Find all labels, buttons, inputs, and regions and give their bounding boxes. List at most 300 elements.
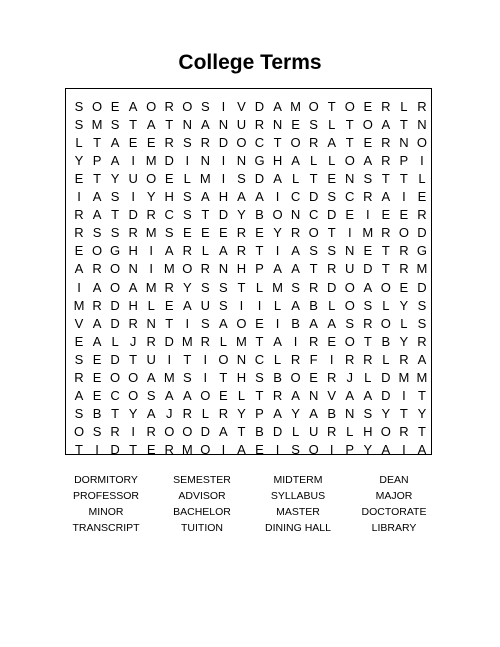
grid-letter[interactable]: S	[74, 116, 84, 132]
grid-letter[interactable]: L	[364, 370, 372, 385]
grid-letter[interactable]: G	[416, 243, 427, 259]
grid-letter[interactable]: E	[182, 225, 192, 241]
grid-letter[interactable]: E	[363, 98, 373, 114]
grid-letter[interactable]: T	[273, 134, 282, 150]
grid-letter[interactable]: I	[420, 152, 424, 168]
grid-letter[interactable]: I	[131, 152, 135, 168]
grid-letter[interactable]: E	[74, 333, 84, 349]
grid-letter[interactable]: N	[417, 116, 427, 132]
grid-letter[interactable]: A	[273, 333, 282, 349]
grid-letter[interactable]: C	[110, 388, 120, 404]
grid-letter[interactable]: L	[201, 243, 209, 259]
grid-letter[interactable]: P	[399, 152, 409, 168]
grid-letter[interactable]: N	[128, 261, 138, 277]
grid-letter[interactable]: S	[327, 243, 337, 259]
grid-letter[interactable]: A	[363, 388, 373, 404]
grid-letter[interactable]: L	[328, 297, 336, 313]
grid-letter[interactable]: A	[381, 189, 391, 204]
grid-letter[interactable]: A	[273, 170, 282, 186]
grid-letter[interactable]: M	[181, 333, 193, 349]
grid-letter[interactable]: O	[128, 388, 139, 404]
grid-letter[interactable]: L	[400, 98, 408, 114]
grid-letter[interactable]: F	[309, 351, 318, 367]
grid-letter[interactable]: N	[200, 152, 211, 168]
grid-letter[interactable]: I	[203, 351, 208, 367]
grid-letter[interactable]: R	[399, 424, 409, 440]
grid-letter[interactable]: A	[182, 297, 192, 313]
grid-letter[interactable]: D	[417, 225, 427, 241]
grid-letter[interactable]: R	[308, 333, 319, 349]
grid-letter[interactable]: O	[362, 116, 373, 132]
grid-letter[interactable]: O	[398, 225, 409, 241]
grid-letter[interactable]: R	[236, 243, 247, 259]
grid-letter[interactable]: R	[381, 225, 391, 241]
grid-letter[interactable]: L	[201, 406, 209, 422]
grid-letter[interactable]: S	[363, 297, 373, 313]
grid-letter[interactable]: C	[290, 189, 301, 204]
grid-letter[interactable]: I	[131, 189, 135, 204]
grid-letter[interactable]: R	[326, 370, 337, 385]
grid-letter[interactable]: T	[417, 424, 426, 440]
grid-letter[interactable]: S	[110, 225, 120, 241]
grid-letter[interactable]: A	[417, 442, 427, 458]
grid-letter[interactable]: T	[165, 116, 174, 132]
grid-letter[interactable]: O	[236, 134, 247, 150]
grid-letter[interactable]: O	[110, 279, 121, 295]
grid-letter[interactable]: A	[92, 189, 102, 204]
grid-letter[interactable]: S	[219, 297, 228, 313]
grid-letter[interactable]: S	[74, 351, 84, 367]
grid-letter[interactable]: R	[381, 98, 391, 114]
grid-letter[interactable]: T	[327, 98, 336, 114]
grid-letter[interactable]: E	[255, 225, 264, 241]
grid-letter[interactable]: A	[146, 406, 156, 422]
grid-letter[interactable]: S	[182, 134, 192, 150]
grid-letter[interactable]: T	[381, 261, 390, 277]
grid-letter[interactable]: D	[164, 333, 174, 349]
grid-letter[interactable]: O	[344, 279, 355, 295]
grid-letter[interactable]: M	[145, 225, 157, 241]
grid-letter[interactable]: O	[308, 225, 319, 241]
grid-letter[interactable]: T	[165, 315, 174, 331]
grid-letter[interactable]: S	[164, 225, 174, 241]
grid-letter[interactable]: E	[363, 243, 373, 259]
grid-letter[interactable]: D	[381, 370, 391, 385]
grid-letter[interactable]: M	[362, 225, 374, 241]
grid-letter[interactable]: R	[146, 424, 156, 440]
grid-letter[interactable]: I	[275, 189, 280, 204]
grid-letter[interactable]: B	[381, 333, 391, 349]
grid-letter[interactable]: H	[236, 370, 247, 385]
grid-letter[interactable]: A	[164, 388, 174, 404]
grid-letter[interactable]: O	[73, 424, 85, 440]
grid-letter[interactable]: R	[218, 406, 229, 422]
grid-letter[interactable]: O	[344, 152, 355, 168]
grid-letter[interactable]: L	[273, 297, 282, 313]
grid-letter[interactable]: R	[363, 189, 373, 204]
grid-letter[interactable]: N	[399, 134, 409, 150]
grid-letter[interactable]: I	[185, 315, 190, 331]
grid-letter[interactable]: T	[93, 170, 102, 186]
grid-letter[interactable]: U	[308, 424, 319, 440]
grid-letter[interactable]: T	[309, 170, 318, 186]
grid-letter[interactable]: S	[417, 297, 427, 313]
grid-letter[interactable]: D	[308, 189, 319, 204]
grid-letter[interactable]: I	[167, 351, 172, 367]
grid-letter[interactable]: L	[111, 333, 119, 349]
grid-letter[interactable]: A	[146, 116, 156, 132]
grid-letter[interactable]: O	[164, 424, 175, 440]
grid-letter[interactable]: S	[363, 406, 373, 422]
grid-letter[interactable]: A	[291, 243, 300, 259]
grid-letter[interactable]: L	[328, 152, 336, 168]
grid-letter[interactable]: M	[416, 370, 428, 385]
grid-letter[interactable]: H	[236, 261, 247, 277]
grid-letter[interactable]: D	[110, 297, 120, 313]
grid-letter[interactable]: B	[273, 370, 282, 385]
grid-letter[interactable]: A	[363, 279, 373, 295]
grid-letter[interactable]: A	[201, 189, 210, 204]
grid-letter[interactable]: S	[327, 189, 337, 204]
grid-letter[interactable]: R	[363, 351, 373, 367]
grid-letter[interactable]: U	[200, 297, 211, 313]
grid-letter[interactable]: H	[218, 189, 229, 204]
grid-letter[interactable]: S	[237, 170, 246, 186]
grid-letter[interactable]: O	[344, 297, 355, 313]
grid-letter[interactable]: R	[363, 315, 373, 331]
grid-letter[interactable]: S	[110, 189, 120, 204]
grid-letter[interactable]: S	[110, 116, 120, 132]
grid-letter[interactable]: I	[275, 442, 280, 458]
grid-letter[interactable]: A	[291, 297, 300, 313]
grid-letter[interactable]: O	[236, 315, 247, 331]
grid-letter[interactable]: M	[272, 279, 283, 295]
grid-letter[interactable]: A	[273, 98, 282, 114]
grid-letter[interactable]: Y	[182, 279, 192, 295]
grid-letter[interactable]: N	[236, 351, 247, 367]
grid-letter[interactable]: Y	[110, 170, 120, 186]
grid-letter[interactable]: P	[255, 406, 264, 422]
grid-letter[interactable]: B	[291, 315, 300, 331]
grid-letter[interactable]: O	[380, 424, 391, 440]
grid-letter[interactable]: S	[182, 370, 192, 385]
grid-letter[interactable]: L	[291, 424, 300, 440]
grid-letter[interactable]: B	[309, 297, 318, 313]
grid-letter[interactable]: R	[345, 351, 355, 367]
grid-letter[interactable]: R	[110, 424, 120, 440]
grid-letter[interactable]: Y	[146, 189, 156, 204]
grid-letter[interactable]: M	[145, 152, 157, 168]
grid-letter[interactable]: L	[255, 279, 264, 295]
grid-letter[interactable]: E	[92, 351, 102, 367]
grid-letter[interactable]: R	[254, 116, 265, 132]
grid-letter[interactable]: M	[145, 279, 157, 295]
grid-letter[interactable]: M	[290, 98, 302, 114]
grid-letter[interactable]: L	[75, 134, 83, 150]
grid-letter[interactable]: D	[326, 207, 337, 223]
grid-letter[interactable]: G	[254, 152, 265, 168]
grid-letter[interactable]: A	[327, 134, 337, 150]
grid-letter[interactable]: A	[182, 388, 192, 404]
grid-letter[interactable]: E	[327, 333, 337, 349]
grid-letter[interactable]: E	[74, 243, 84, 259]
grid-letter[interactable]: U	[146, 351, 156, 367]
grid-letter[interactable]: B	[327, 406, 337, 422]
grid-letter[interactable]: Y	[381, 406, 391, 422]
grid-letter[interactable]: A	[110, 152, 120, 168]
grid-letter[interactable]: B	[92, 406, 102, 422]
grid-letter[interactable]: A	[128, 98, 138, 114]
grid-letter[interactable]: A	[291, 388, 300, 404]
grid-letter[interactable]: T	[345, 134, 354, 150]
grid-letter[interactable]: D	[272, 424, 283, 440]
grid-letter[interactable]: U	[128, 170, 138, 186]
grid-letter[interactable]: S	[255, 370, 264, 385]
grid-letter[interactable]: C	[254, 351, 265, 367]
grid-letter[interactable]: I	[257, 297, 262, 313]
grid-letter[interactable]: I	[203, 370, 208, 385]
grid-letter[interactable]: L	[147, 297, 155, 313]
grid-letter[interactable]: I	[365, 207, 370, 223]
grid-letter[interactable]: R	[164, 279, 174, 295]
grid-letter[interactable]: E	[219, 225, 228, 241]
grid-letter[interactable]: B	[255, 424, 264, 440]
grid-letter[interactable]: R	[164, 98, 174, 114]
grid-letter[interactable]: A	[417, 351, 427, 367]
grid-letter[interactable]: E	[74, 170, 84, 186]
grid-letter[interactable]: N	[345, 170, 355, 186]
grid-letter[interactable]: D	[110, 442, 120, 458]
grid-letter[interactable]: E	[399, 207, 409, 223]
grid-letter[interactable]: M	[181, 442, 193, 458]
grid-letter[interactable]: L	[400, 315, 408, 331]
grid-letter[interactable]: I	[221, 170, 226, 186]
grid-letter[interactable]: N	[218, 116, 229, 132]
grid-letter[interactable]: D	[381, 388, 391, 404]
grid-letter[interactable]: I	[329, 351, 334, 367]
grid-letter[interactable]: A	[327, 315, 337, 331]
grid-letter[interactable]: S	[182, 189, 192, 204]
grid-letter[interactable]: A	[164, 243, 174, 259]
grid-letter[interactable]: O	[416, 134, 427, 150]
grid-letter[interactable]: O	[218, 351, 229, 367]
grid-letter[interactable]: I	[221, 152, 226, 168]
grid-letter[interactable]: R	[128, 225, 138, 241]
grid-letter[interactable]: U	[236, 116, 247, 132]
grid-letter[interactable]: S	[201, 279, 210, 295]
grid-letter[interactable]: A	[273, 261, 282, 277]
grid-letter[interactable]: S	[291, 279, 300, 295]
grid-letter[interactable]: S	[219, 279, 228, 295]
grid-letter[interactable]: N	[345, 406, 355, 422]
grid-letter[interactable]: M	[163, 261, 175, 277]
grid-letter[interactable]: O	[344, 333, 355, 349]
grid-letter[interactable]: S	[92, 225, 102, 241]
grid-letter[interactable]: R	[417, 207, 427, 223]
grid-letter[interactable]: E	[128, 134, 138, 150]
grid-letter[interactable]: P	[255, 261, 264, 277]
grid-letter[interactable]: M	[199, 170, 211, 186]
grid-letter[interactable]: N	[182, 116, 192, 132]
grid-letter[interactable]: E	[92, 388, 102, 404]
grid-letter[interactable]: E	[92, 370, 102, 385]
grid-letter[interactable]: D	[200, 424, 211, 440]
grid-letter[interactable]: Y	[237, 207, 246, 223]
grid-letter[interactable]: E	[327, 170, 337, 186]
grid-letter[interactable]: S	[291, 442, 300, 458]
grid-letter[interactable]: R	[290, 351, 301, 367]
grid-letter[interactable]: O	[344, 98, 355, 114]
grid-letter[interactable]: A	[146, 370, 156, 385]
grid-letter[interactable]: E	[291, 116, 300, 132]
grid-letter[interactable]: A	[255, 189, 264, 204]
grid-letter[interactable]: Y	[273, 225, 282, 241]
grid-letter[interactable]: A	[219, 315, 228, 331]
grid-letter[interactable]: R	[308, 279, 319, 295]
grid-letter[interactable]: I	[131, 424, 135, 440]
grid-letter[interactable]: T	[327, 225, 336, 241]
grid-letter[interactable]: Y	[128, 406, 138, 422]
grid-letter[interactable]: S	[309, 243, 318, 259]
grid-letter[interactable]: Y	[237, 406, 246, 422]
grid-letter[interactable]: O	[182, 261, 193, 277]
grid-letter[interactable]: M	[73, 297, 85, 313]
grid-letter[interactable]: B	[255, 207, 264, 223]
grid-letter[interactable]: R	[200, 333, 211, 349]
grid-letter[interactable]: T	[363, 333, 372, 349]
grid-letter[interactable]: R	[74, 207, 84, 223]
grid-letter[interactable]: E	[255, 315, 264, 331]
grid-letter[interactable]: T	[201, 207, 210, 223]
grid-letter[interactable]: A	[92, 279, 102, 295]
grid-letter[interactable]: R	[399, 261, 409, 277]
grid-letter[interactable]: T	[183, 351, 192, 367]
grid-letter[interactable]: L	[328, 116, 336, 132]
grid-letter[interactable]: T	[399, 406, 408, 422]
grid-letter[interactable]: T	[111, 207, 120, 223]
grid-letter[interactable]: R	[92, 261, 102, 277]
grid-letter[interactable]: A	[92, 333, 102, 349]
grid-letter[interactable]: H	[363, 424, 373, 440]
grid-letter[interactable]: D	[110, 351, 120, 367]
grid-letter[interactable]: O	[380, 315, 391, 331]
grid-letter[interactable]: A	[74, 388, 84, 404]
grid-letter[interactable]: I	[149, 261, 153, 277]
grid-letter[interactable]: H	[128, 243, 138, 259]
grid-letter[interactable]: J	[129, 333, 137, 349]
grid-letter[interactable]: T	[111, 406, 120, 422]
grid-letter[interactable]: I	[402, 442, 406, 458]
grid-letter[interactable]: C	[308, 207, 319, 223]
grid-letter[interactable]: I	[329, 442, 334, 458]
grid-letter[interactable]: Y	[417, 406, 427, 422]
grid-letter[interactable]: M	[163, 370, 175, 385]
grid-letter[interactable]: A	[219, 243, 228, 259]
grid-letter[interactable]: A	[273, 406, 282, 422]
grid-letter[interactable]: L	[382, 297, 390, 313]
grid-letter[interactable]: Y	[74, 152, 84, 168]
grid-letter[interactable]: M	[398, 370, 410, 385]
grid-letter[interactable]: S	[201, 315, 210, 331]
grid-letter[interactable]: R	[74, 225, 84, 241]
grid-letter[interactable]: N	[218, 261, 229, 277]
grid-letter[interactable]: D	[218, 207, 229, 223]
grid-letter[interactable]: S	[146, 388, 156, 404]
grid-letter[interactable]: T	[255, 243, 264, 259]
grid-letter[interactable]: T	[309, 261, 318, 277]
grid-letter[interactable]: R	[200, 261, 211, 277]
grid-letter[interactable]: I	[402, 189, 406, 204]
grid-letter[interactable]: E	[381, 207, 391, 223]
grid-letter[interactable]: A	[92, 315, 102, 331]
grid-letter[interactable]: S	[417, 315, 427, 331]
grid-letter[interactable]: D	[363, 261, 373, 277]
grid-letter[interactable]: A	[237, 442, 246, 458]
grid-letter[interactable]: H	[272, 152, 283, 168]
grid-letter[interactable]: I	[347, 225, 352, 241]
grid-letter[interactable]: E	[164, 297, 174, 313]
grid-letter[interactable]: J	[166, 406, 173, 422]
grid-letter[interactable]: R	[417, 98, 427, 114]
grid-letter[interactable]: R	[128, 315, 138, 331]
grid-letter[interactable]: R	[200, 134, 211, 150]
grid-letter[interactable]: D	[417, 279, 427, 295]
grid-letter[interactable]: I	[402, 388, 406, 404]
grid-letter[interactable]: T	[399, 116, 408, 132]
grid-letter[interactable]: T	[417, 388, 426, 404]
grid-letter[interactable]: E	[201, 225, 210, 241]
grid-letter[interactable]: I	[95, 442, 99, 458]
grid-letter[interactable]: I	[149, 243, 153, 259]
grid-letter[interactable]: E	[309, 370, 318, 385]
grid-letter[interactable]: C	[254, 134, 265, 150]
grid-letter[interactable]: R	[326, 424, 337, 440]
grid-letter[interactable]: N	[272, 116, 283, 132]
grid-letter[interactable]: N	[146, 315, 156, 331]
grid-letter[interactable]: I	[185, 152, 190, 168]
grid-letter[interactable]: J	[346, 370, 353, 385]
grid-letter[interactable]: C	[345, 189, 355, 204]
grid-letter[interactable]: I	[77, 189, 81, 204]
grid-letter[interactable]: R	[381, 134, 391, 150]
grid-letter[interactable]: R	[146, 333, 156, 349]
grid-letter[interactable]: O	[380, 279, 391, 295]
grid-letter[interactable]: C	[164, 207, 174, 223]
grid-letter[interactable]: O	[91, 243, 103, 259]
grid-letter[interactable]: V	[327, 388, 337, 404]
grid-letter[interactable]: R	[326, 261, 337, 277]
grid-letter[interactable]: A	[291, 261, 300, 277]
grid-letter[interactable]: T	[381, 243, 390, 259]
grid-letter[interactable]: A	[237, 189, 246, 204]
grid-letter[interactable]: T	[399, 170, 408, 186]
grid-letter[interactable]: T	[219, 370, 228, 385]
grid-letter[interactable]: L	[237, 388, 246, 404]
grid-letter[interactable]: O	[290, 134, 301, 150]
grid-letter[interactable]: R	[92, 297, 102, 313]
grid-letter[interactable]: D	[128, 207, 138, 223]
grid-letter[interactable]: S	[74, 406, 84, 422]
grid-letter[interactable]: Y	[291, 406, 300, 422]
grid-letter[interactable]: T	[93, 134, 102, 150]
grid-letter[interactable]: L	[273, 351, 282, 367]
grid-letter[interactable]: I	[77, 279, 81, 295]
grid-letter[interactable]: T	[129, 442, 138, 458]
grid-letter[interactable]: R	[236, 225, 247, 241]
grid-letter[interactable]: M	[236, 333, 247, 349]
grid-letter[interactable]: I	[275, 315, 280, 331]
grid-letter[interactable]: E	[110, 98, 120, 114]
